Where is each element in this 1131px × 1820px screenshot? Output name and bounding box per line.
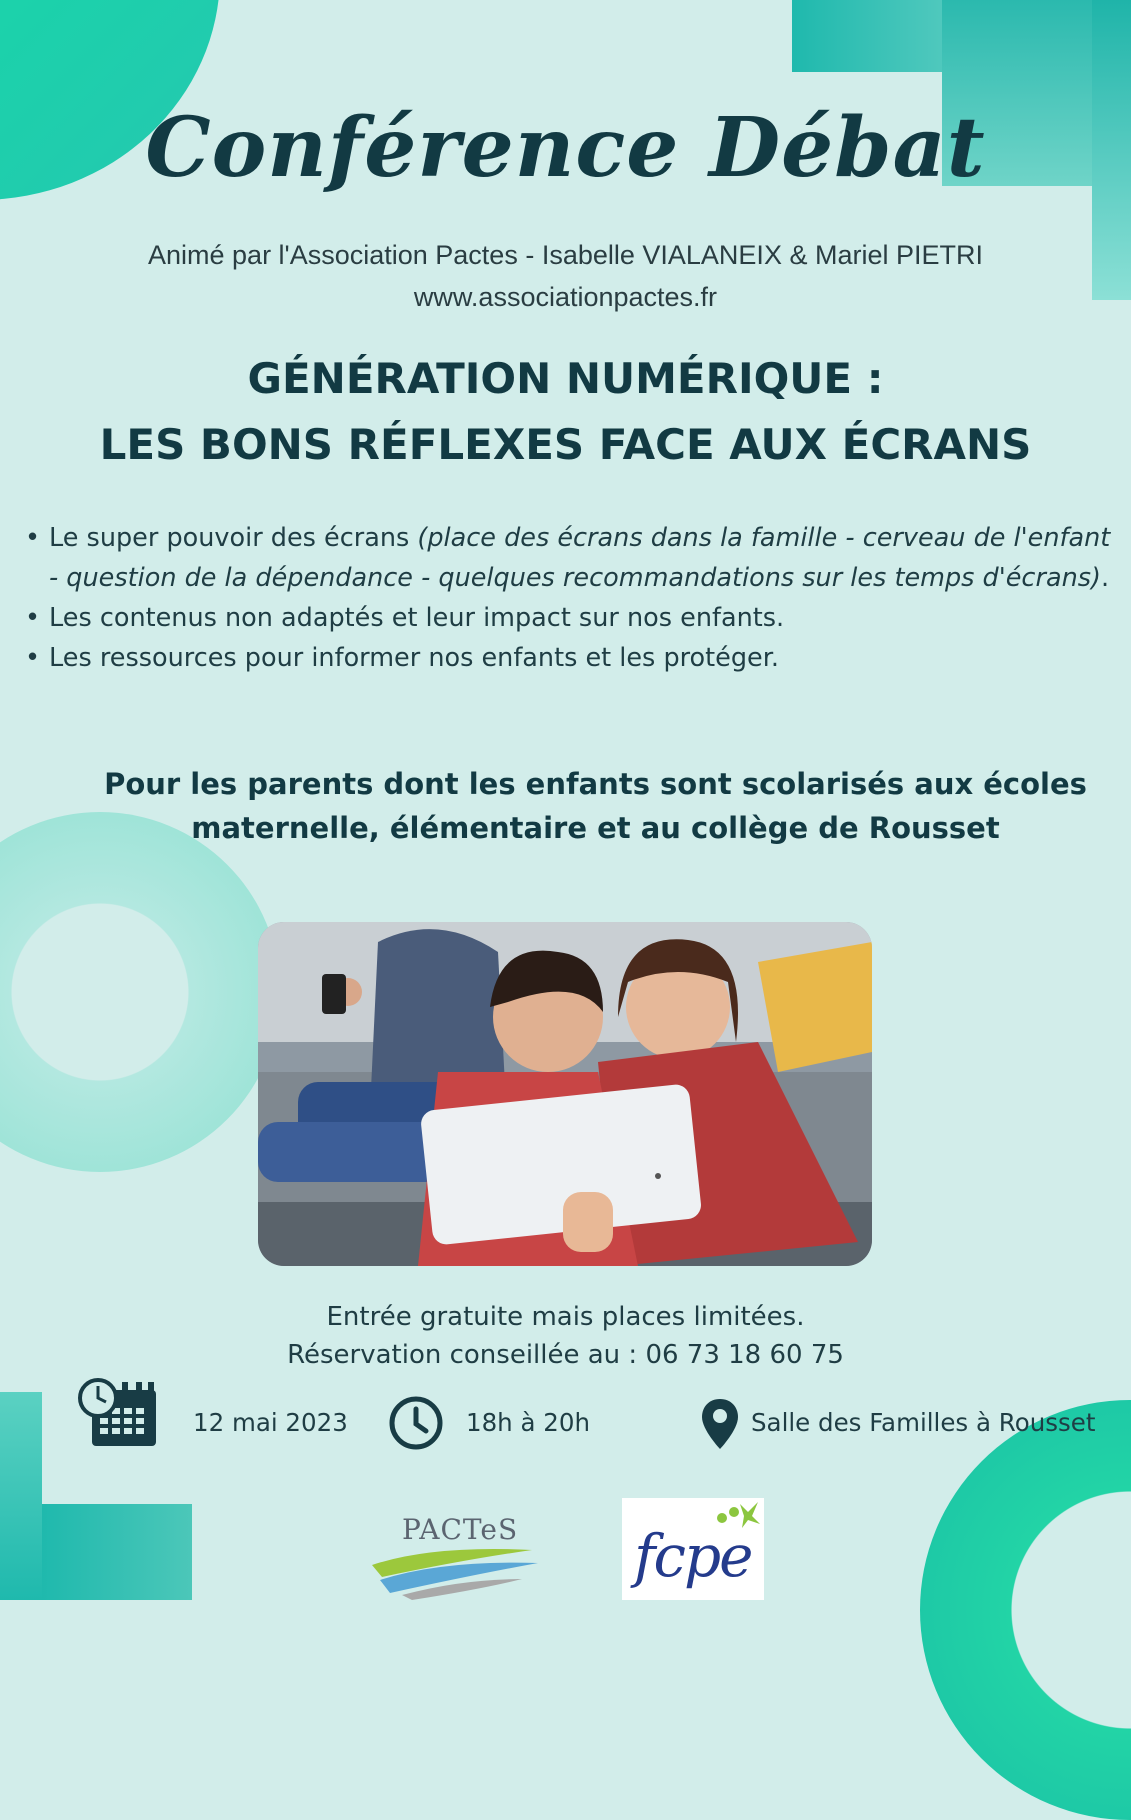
event-place: Salle des Familles à Rousset bbox=[751, 1408, 1096, 1437]
list-item-end: . bbox=[1100, 563, 1110, 593]
location-pin-icon bbox=[700, 1397, 740, 1451]
audience-line-1: Pour les parents dont les enfants sont scolarisés aux écoles bbox=[104, 767, 1087, 801]
audience-statement bbox=[60, 762, 1131, 850]
list-item: • Les ressources pour informer nos enfants et les protéger. bbox=[25, 638, 1115, 678]
website-link[interactable]: www.associationpactes.fr bbox=[413, 282, 718, 312]
list-item bbox=[25, 518, 1115, 598]
list-item: • Les contenus non adaptés et leur impact sur nos enfants. bbox=[25, 598, 1115, 638]
event-time: 18h à 20h bbox=[466, 1408, 590, 1437]
audience-line-2: maternelle, élémentaire et au collège de Rousset bbox=[191, 811, 1000, 845]
decorative-block-bottom-left bbox=[0, 1392, 42, 1600]
reservation-info: Réservation conseillée au : 06 73 18 60 75 bbox=[287, 1340, 844, 1370]
list-item-main: Le super pouvoir des écrans bbox=[49, 523, 418, 553]
pactes-logo-text: PACTeS bbox=[402, 1513, 519, 1546]
decorative-ring-bottom-right bbox=[920, 1400, 1131, 1820]
page-title: Conférence Débat bbox=[145, 100, 986, 196]
topic-heading-line-1: GÉNÉRATION NUMÉRIQUE : bbox=[247, 354, 884, 403]
topic-heading-line-2: LES BONS RÉFLEXES FACE AUX ÉCRANS bbox=[99, 420, 1032, 469]
decorative-ring-left bbox=[0, 812, 280, 1172]
family-photo bbox=[258, 922, 872, 1266]
event-date: 12 mai 2023 bbox=[193, 1408, 348, 1437]
calendar-icon bbox=[78, 1376, 160, 1448]
pactes-logo bbox=[372, 1505, 540, 1600]
organizer-line: Animé par l'Association Pactes - Isabelle VIALANEIX & Mariel PIETRI bbox=[148, 240, 983, 270]
list-item-detail: (place des écrans dans la famille - cerveau de l'enfant - question de la dépendance - quelques recommandations sur les temps d'écrans) bbox=[49, 523, 1111, 593]
fcpe-logo-text: fcpe bbox=[634, 1522, 752, 1590]
entry-info: Entrée gratuite mais places limitées. bbox=[326, 1302, 805, 1332]
decorative-block-bottom-left-2 bbox=[42, 1504, 192, 1600]
fcpe-logo bbox=[622, 1498, 764, 1600]
decorative-block-top-right bbox=[792, 0, 942, 72]
clock-icon bbox=[388, 1395, 444, 1451]
topic-list bbox=[25, 518, 1115, 678]
